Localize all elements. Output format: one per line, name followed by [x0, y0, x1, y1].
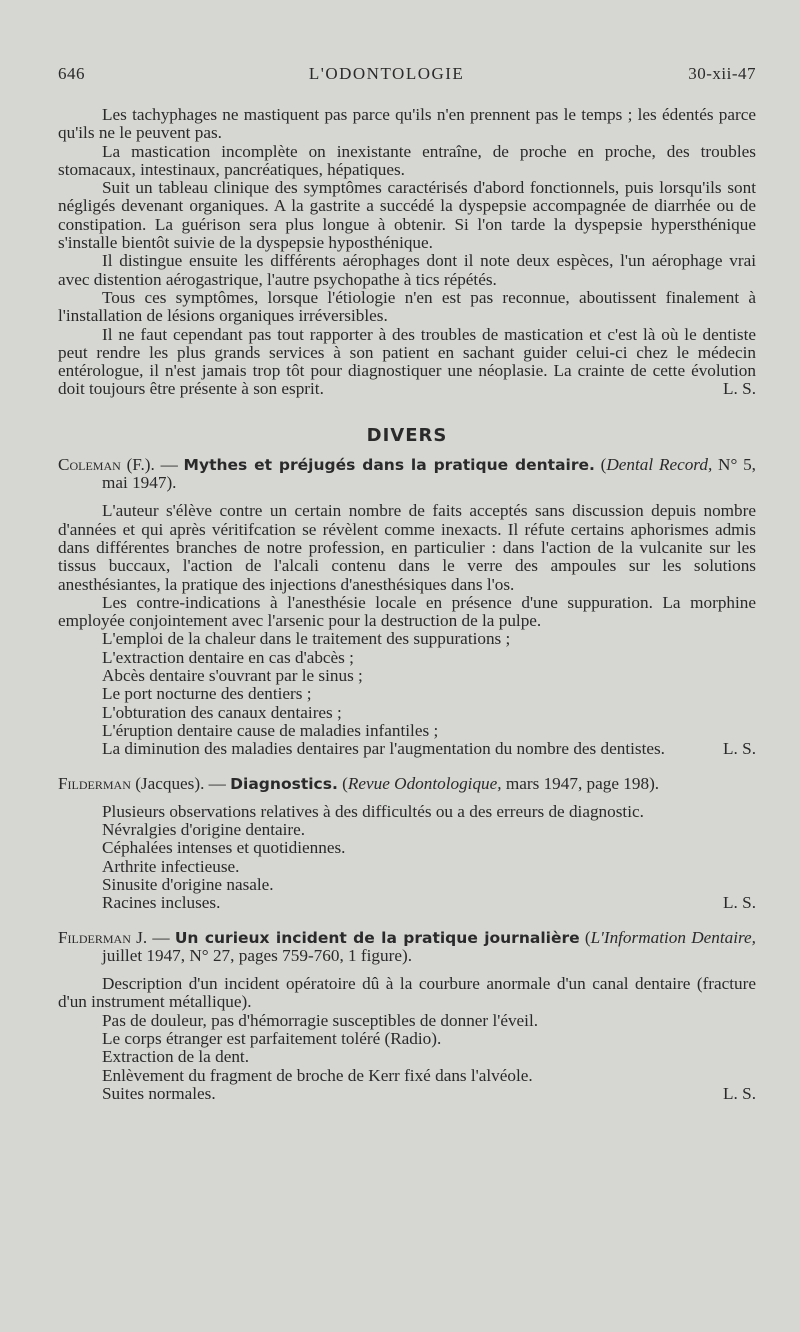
paragraph: Les contre-indications à l'anesthésie locale en présence d'une suppuration. La morphine employée conjointement avec l'arsenic pour la destruction de la pulpe.	[58, 592, 756, 631]
intro-review	[58, 106, 756, 399]
list-item-text: Racines incluses.	[102, 893, 221, 913]
paragraph-text: Il ne faut cependant pas tout rapporter à des troubles de mastication et c'est là où le dentiste peut rendre les plus grands services à son patient en sachant guider celui-ci chez le médecin entérologue, il n'est jamais trop tôt pour diagnostiquer une néoplasie. La crainte de cette évolution doit toujours être présente à son esprit.	[58, 324, 756, 399]
journal-title: L'ODONTOLOGIE	[308, 64, 465, 83]
list-item: Sinusite d'origine nasale.	[102, 874, 274, 894]
source-journal: L'Information Dentaire,	[590, 927, 756, 947]
source-journal: Dental Record,	[606, 454, 713, 474]
list-item: Extraction de la dent.	[102, 1047, 249, 1067]
list-item: Névralgies d'origine dentaire.	[102, 820, 306, 840]
signature: L. S.	[723, 739, 756, 759]
list-item	[58, 1085, 756, 1103]
article-title: Diagnostics.	[230, 774, 338, 793]
paragraph	[58, 326, 756, 399]
paragraph: L'auteur s'élève contre un certain nombre de faits acceptés sans discussion depuis nombre d'années et qui après véritifcation se révèlent comme inexacts. Il réfute certains aphorismes admis dans différentes branches de notre profession, en particulier : dans l'action de la vulcanite sur les tissus buccaux, l'action de l'alcali contenu dans le verre des ampoules sur les solutions anesthésiantes, la pratique des injections d'anesthésiques dans l'os.	[58, 501, 756, 594]
issue-date: 30-xii-47	[688, 64, 756, 83]
page-number: 646	[58, 64, 85, 83]
list-item: Céphalées intenses et quotidiennes.	[102, 838, 346, 858]
article-reference: Filderman (Jacques). — Diagnostics. (Revue Odontologique, mars 1947, page 198).	[58, 773, 660, 793]
signature: L. S.	[723, 1083, 756, 1103]
list-item: Enlèvement du fragment de broche de Kerr fixé dans l'alvéole.	[102, 1065, 533, 1085]
list-item: Arthrite infectieuse.	[102, 856, 240, 876]
article-title: Mythes et préjugés dans la pratique dentaire.	[183, 455, 595, 474]
section-title: DIVERS	[366, 424, 448, 446]
signature: L. S.	[723, 379, 756, 399]
list-item: L'extraction dentaire en cas d'abcès ;	[102, 647, 354, 667]
list-item: Le corps étranger est parfaitement toléré (Radio).	[102, 1029, 442, 1049]
source-journal: Revue Odontologique,	[347, 773, 502, 793]
paragraph: Les tachyphages ne mastiquent pas parce qu'ils n'en prennent pas le temps ; les édentés parce qu'ils ne le peuvent pas.	[58, 105, 756, 143]
paragraph	[58, 740, 756, 758]
running-header	[58, 64, 756, 84]
article-title: Un curieux incident de la pratique journalière	[174, 928, 580, 947]
list-item: Le port nocturne des dentiers ;	[102, 684, 312, 704]
list-item: Pas de douleur, pas d'hémorragie susceptibles de donner l'éveil.	[102, 1010, 539, 1030]
list-item: L'emploi de la chaleur dans le traitement des suppurations ;	[102, 629, 511, 649]
article-filderman-incident	[58, 929, 756, 1104]
paragraph: Plusieurs observations relatives à des difficultés ou a des erreurs de diagnostic.	[102, 801, 644, 821]
paragraph: Tous ces symptômes, lorsque l'étiologie n'en est pas reconnue, aboutissent finalement à l'installation de lésions organiques irréversibles.	[58, 287, 756, 326]
article-reference: Filderman J. — Un curieux incident de la pratique journalière (L'Information Dentaire, juillet 1947, N° 27, pages 759-760, 1 figure).	[58, 927, 756, 965]
paragraph: La mastication incomplète on inexistante entraîne, de proche en proche, des troubles stomacaux, intestinaux, pancréatiques, hépatiques.	[58, 141, 756, 179]
list-item	[58, 894, 756, 912]
author-name: Filderman	[58, 773, 131, 793]
article-reference: Coleman (F.). — Mythes et préjugés dans la pratique dentaire. (Dental Record, N° 5, mai 1947).	[58, 454, 756, 493]
signature: L. S.	[723, 893, 756, 913]
author-name: Coleman	[58, 454, 121, 474]
author-name: Filderman	[58, 927, 131, 947]
paragraph-text: La diminution des maladies dentaires par l'augmentation du nombre des dentistes.	[102, 739, 665, 759]
list-item: L'obturation des canaux dentaires ;	[102, 702, 342, 722]
list-item-text: Suites normales.	[102, 1083, 216, 1103]
list-item: L'éruption dentaire cause de maladies infantiles ;	[102, 720, 439, 740]
paragraph: Description d'un incident opératoire dû à la courbure anormale d'un canal dentaire (fracture d'un instrument métallique).	[58, 974, 756, 1012]
article-coleman	[58, 456, 756, 759]
list-item: Abcès dentaire s'ouvrant par le sinus ;	[102, 666, 363, 686]
paragraph: Suit un tableau clinique des symptômes caractérisés d'abord fonctionnels, puis lorsqu'ils sont négligés devenant organiques. A la gastrite a succédé la dyspepsie accompagnée de diarrhée ou de constipation. La guérison sera plus longue à obtenir. Si l'on tarde la dyspepsie hypersthénique s'installe bientôt suivie de la dyspepsie hyposthénique.	[58, 178, 756, 253]
article-filderman-diagnostics	[58, 775, 756, 913]
paragraph: Il distingue ensuite les différents aérophages dont il note deux espèces, l'un aérophage vrai avec distention aérogastrique, l'autre psychopathe à tics répétés.	[58, 251, 756, 289]
